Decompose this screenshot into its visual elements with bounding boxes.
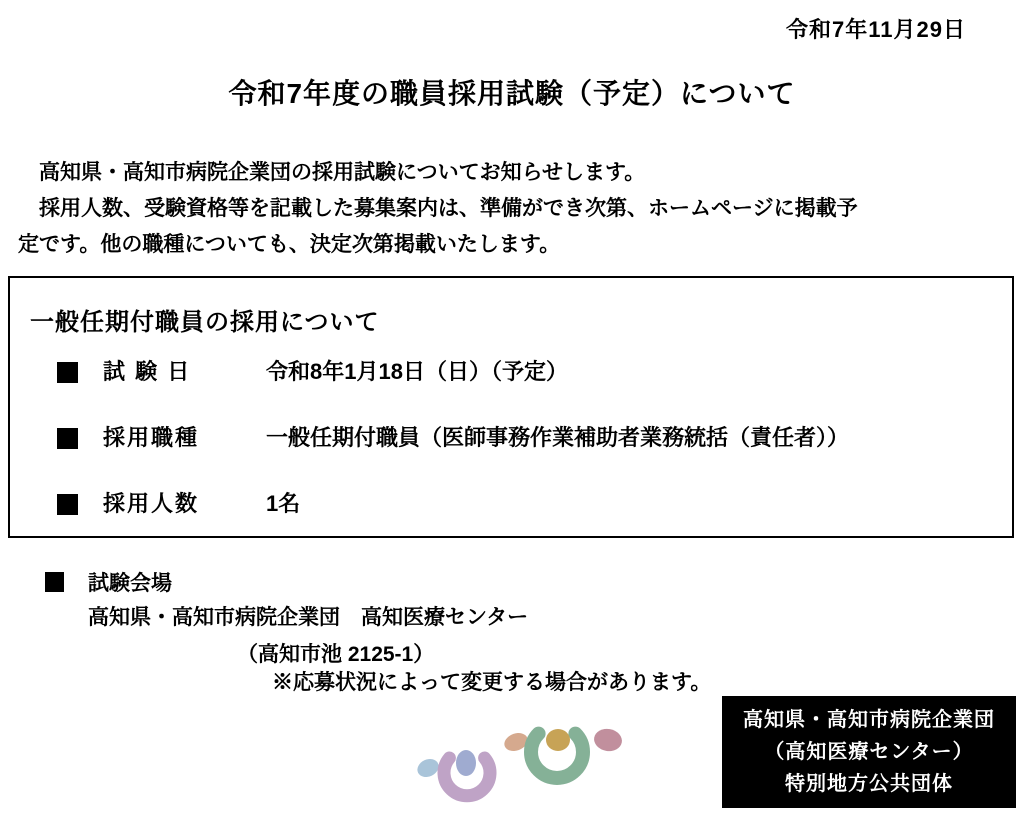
- bullet-square-icon: [45, 572, 64, 592]
- bullet-square-icon: [57, 362, 78, 383]
- venue-note: ※応募状況によって変更する場合があります。: [272, 671, 712, 694]
- document-title: 令和7年度の職員採用試験（予定）について: [228, 78, 796, 109]
- venue-name: 高知県・高知市病院企業団 高知医療センター: [88, 606, 529, 629]
- logo-right-hand-right-shape: [592, 727, 623, 754]
- venue-label: 試験会場: [88, 572, 172, 595]
- headcount-row: [57, 492, 300, 516]
- document-date: 令和7年11月29日: [786, 17, 966, 42]
- organization-stamp-box: [722, 696, 1016, 808]
- headcount-label: 採用人数: [103, 491, 200, 516]
- organization-name: 高知県・高知市病院企業団: [743, 709, 995, 731]
- organization-facility: （高知医療センター）: [764, 741, 974, 763]
- logo-right-head-shape: [546, 729, 570, 751]
- organization-type: 特別地方公共団体: [785, 773, 953, 795]
- bullet-square-icon: [57, 494, 78, 515]
- exam-date-row: [57, 360, 568, 384]
- intro-line-1: 高知県・高知市病院企業団の採用試験についてお知らせします。: [18, 161, 646, 184]
- venue-row: [45, 567, 172, 597]
- job-type-value: 一般任期付職員（医師事務作業補助者業務統括（責任者））: [266, 425, 850, 450]
- logo-left-hand-shape: [414, 756, 441, 781]
- exam-date-value: 令和8年1月18日（日）（予定）: [266, 359, 568, 384]
- intro-paragraph: [18, 155, 1003, 263]
- kochi-medical-center-logo-icon: [405, 716, 635, 811]
- headcount-value: 1名: [266, 491, 301, 516]
- recruitment-box-heading: 一般任期付職員の採用について: [30, 309, 380, 336]
- exam-date-label: 試 験 日: [103, 359, 192, 384]
- bullet-square-icon: [57, 428, 78, 449]
- logo-left-head-shape: [456, 750, 476, 776]
- job-type-label: 採用職種: [103, 425, 200, 450]
- recruitment-box: [8, 276, 1014, 538]
- intro-line-2: 採用人数、受験資格等を記載した募集案内は、準備ができ次第、ホームページに掲載予: [18, 197, 858, 220]
- venue-address: （高知市池 2125-1）: [237, 643, 435, 666]
- intro-line-3: 定です。他の職種についても、決定次第掲載いたします。: [18, 233, 561, 256]
- job-type-row: [57, 426, 849, 450]
